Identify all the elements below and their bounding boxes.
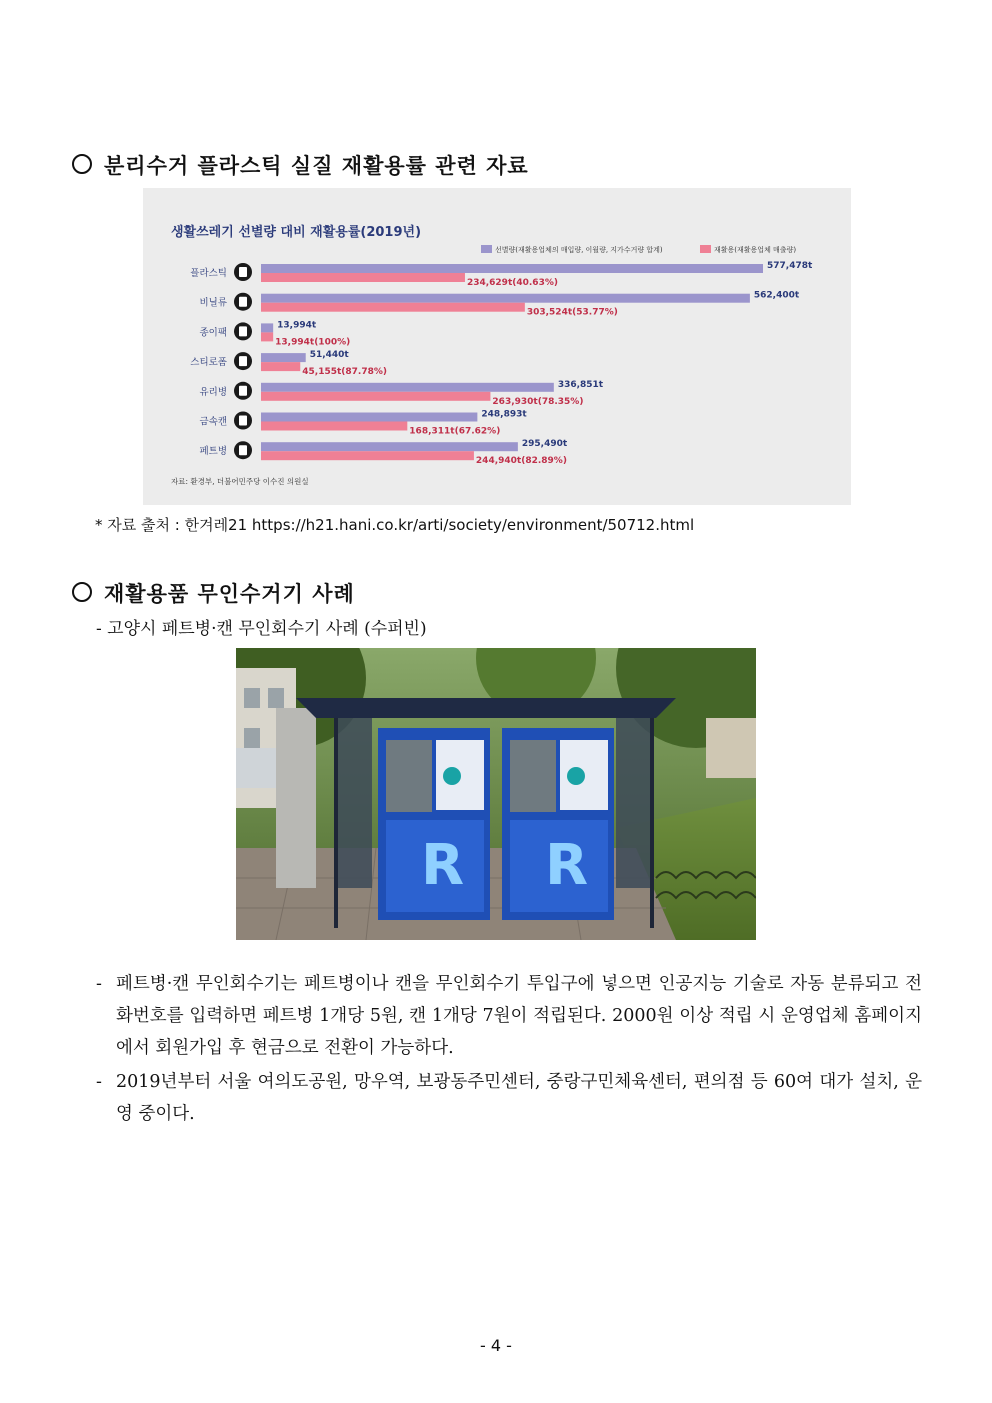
section-heading-plastic bbox=[72, 150, 529, 180]
bar-sorted bbox=[261, 383, 554, 392]
legend-swatch-recycled bbox=[700, 245, 711, 253]
bar-recycled bbox=[261, 332, 273, 341]
category-icon-glyph bbox=[239, 297, 247, 307]
recycling-chart bbox=[143, 188, 851, 505]
chart-svg bbox=[143, 188, 851, 505]
category-label: 유리병 bbox=[199, 386, 227, 398]
heading-text: 재활용품 무인수거기 사례 bbox=[104, 582, 355, 606]
value-label-sorted: 295,490t bbox=[521, 439, 568, 450]
dash-marker: - bbox=[96, 974, 102, 994]
bar-sorted bbox=[261, 323, 273, 332]
bar-sorted bbox=[261, 413, 477, 422]
category-icon-glyph bbox=[239, 326, 247, 336]
category-label: 플라스틱 bbox=[190, 268, 227, 279]
category-label: 금속캔 bbox=[199, 416, 227, 428]
category-label: 페트병 bbox=[199, 446, 227, 458]
paragraph-text: 페트병·캔 무인회수기는 페트병이나 캔을 무인회수기 투입구에 넣으면 인공지능 기술로 자동 분류되고 전화번호를 입력하면 페트병 1개당 5원, 캔 1개당 7원이 적립된다. 2000원 이상 적립 시 운영업체 홈페이지에서 회원가입 후 현금으로 전환이 가능하다. bbox=[116, 974, 922, 1058]
circle-bullet-icon bbox=[72, 154, 92, 174]
bar-recycled bbox=[261, 422, 407, 431]
value-label-sorted: 13,994t bbox=[277, 320, 317, 331]
legend-label-recycled: 재활용(재활용업체 매출량) bbox=[714, 246, 797, 254]
value-label-recycled: 263,930t(78.35%) bbox=[492, 396, 584, 407]
chart-source: 자료: 환경부, 더불어민주당 이수진 의원실 bbox=[171, 477, 309, 486]
value-label-sorted: 248,893t bbox=[481, 409, 527, 420]
bar-recycled bbox=[261, 451, 474, 460]
category-icon-glyph bbox=[239, 445, 247, 455]
value-label-recycled: 234,629t(40.63%) bbox=[466, 278, 558, 288]
paragraph-machine-description bbox=[96, 968, 922, 1064]
value-label-sorted: 577,478t bbox=[767, 261, 813, 271]
value-label-sorted: 336,851t bbox=[557, 379, 604, 390]
bar-recycled bbox=[261, 303, 525, 312]
source-note: * 자료 출처 : 한겨레21 https://h21.hani.co.kr/arti/society/environment/50712.html bbox=[95, 516, 695, 534]
value-label-recycled: 13,994t(100%) bbox=[275, 337, 351, 348]
value-label-recycled: 303,524t(53.77%) bbox=[526, 307, 618, 318]
svg-text:R: R bbox=[421, 833, 465, 898]
value-label-recycled: 45,155t(87.78%) bbox=[302, 367, 388, 378]
value-label-recycled: 244,940t(82.89%) bbox=[475, 456, 567, 467]
bar-recycled bbox=[261, 362, 300, 371]
bar-recycled bbox=[261, 273, 465, 282]
bar-sorted bbox=[261, 264, 763, 273]
value-label-sorted: 562,400t bbox=[753, 290, 800, 301]
section-heading-machines bbox=[72, 578, 355, 608]
category-icon-glyph bbox=[239, 356, 247, 366]
category-icon-glyph bbox=[239, 267, 247, 277]
category-label: 종이팩 bbox=[199, 327, 227, 339]
paragraph-installation bbox=[96, 1066, 922, 1130]
legend-swatch-sorted bbox=[481, 245, 492, 253]
chart-title: 생활쓰레기 선별량 대비 재활용률(2019년) bbox=[171, 225, 422, 240]
bar-recycled bbox=[261, 392, 490, 401]
svg-text:R: R bbox=[545, 833, 589, 898]
bar-sorted bbox=[261, 353, 306, 362]
category-label: 비닐류 bbox=[199, 297, 227, 309]
page-number: - 4 - bbox=[480, 1336, 512, 1355]
category-label: 스티로폼 bbox=[190, 357, 227, 369]
bar-sorted bbox=[261, 294, 750, 303]
value-label-recycled: 168,311t(67.62%) bbox=[409, 426, 501, 437]
value-label-sorted: 51,440t bbox=[309, 350, 349, 361]
legend-label-sorted: 선별량(재활용업체의 매입량, 이월량, 지가수거량 합계) bbox=[495, 246, 663, 254]
category-icon-glyph bbox=[239, 416, 247, 426]
circle-bullet-icon bbox=[72, 582, 92, 602]
paragraph-text: 2019년부터 서울 여의도공원, 망우역, 보광동주민센터, 중랑구민체육센터, 편의점 등 60여 대가 설치, 운영 중이다. bbox=[116, 1072, 922, 1124]
case-sub-item: - 고양시 페트병·캔 무인회수기 사례 (수퍼빈) bbox=[96, 619, 427, 639]
bar-sorted bbox=[261, 442, 518, 451]
recycling-machine-photo bbox=[236, 648, 756, 940]
dash-marker: - bbox=[96, 1072, 102, 1092]
category-icon-glyph bbox=[239, 386, 247, 396]
heading-text: 분리수거 플라스틱 실질 재활용률 관련 자료 bbox=[104, 154, 529, 178]
